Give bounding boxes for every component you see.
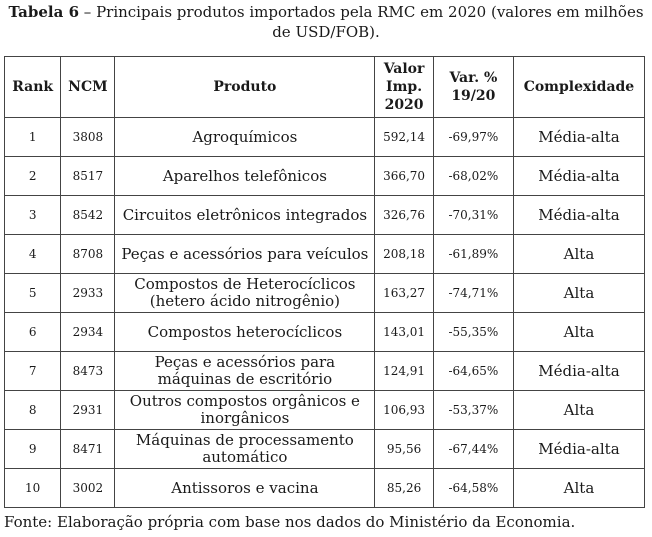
header-ncm: NCM: [61, 57, 115, 118]
produto-cell: Outros compostos orgânicos e inorgânicos: [115, 391, 375, 430]
var-cell: -64,58%: [433, 469, 513, 508]
var-cell: -68,02%: [433, 157, 513, 196]
ncm-cell: 8542: [61, 196, 115, 235]
table-row: [5, 235, 645, 274]
table-row: [5, 430, 645, 469]
complexidade-cell: Alta: [513, 313, 644, 352]
caption-label: Tabela 6: [8, 3, 80, 21]
table-row: [5, 118, 645, 157]
rank-cell: 1: [5, 118, 61, 157]
table-caption: [0, 2, 652, 42]
produto-cell: Compostos de Heterocíclicos (hetero ácido nitrogênio): [115, 274, 375, 313]
complexidade-cell: Média-alta: [513, 352, 644, 391]
var-cell: -61,89%: [433, 235, 513, 274]
valor-cell: 366,70: [375, 157, 433, 196]
imports-table: [4, 56, 645, 508]
ncm-cell: 2933: [61, 274, 115, 313]
header-valor: Valor Imp. 2020: [375, 57, 433, 118]
table-row: [5, 274, 645, 313]
valor-cell: 163,27: [375, 274, 433, 313]
produto-cell: Circuitos eletrônicos integrados: [115, 196, 375, 235]
valor-cell: 85,26: [375, 469, 433, 508]
ncm-cell: 8517: [61, 157, 115, 196]
var-cell: -74,71%: [433, 274, 513, 313]
caption-text: – Principais produtos importados pela RMC em 2020 (valores em milhões de USD/FOB).: [83, 3, 644, 41]
valor-cell: 95,56: [375, 430, 433, 469]
valor-cell: 124,91: [375, 352, 433, 391]
valor-cell: 592,14: [375, 118, 433, 157]
ncm-cell: 8471: [61, 430, 115, 469]
valor-cell: 143,01: [375, 313, 433, 352]
produto-cell: Máquinas de processamento automático: [115, 430, 375, 469]
rank-cell: 4: [5, 235, 61, 274]
header-var: Var. % 19/20: [433, 57, 513, 118]
ncm-cell: 8473: [61, 352, 115, 391]
table-row: [5, 469, 645, 508]
complexidade-cell: Alta: [513, 469, 644, 508]
produto-cell: Aparelhos telefônicos: [115, 157, 375, 196]
rank-cell: 9: [5, 430, 61, 469]
produto-cell: Agroquímicos: [115, 118, 375, 157]
table-row: [5, 313, 645, 352]
var-cell: -53,37%: [433, 391, 513, 430]
rank-cell: 2: [5, 157, 61, 196]
header-produto: Produto: [115, 57, 375, 118]
table-row: [5, 157, 645, 196]
complexidade-cell: Média-alta: [513, 118, 644, 157]
rank-cell: 7: [5, 352, 61, 391]
table-row: [5, 352, 645, 391]
produto-cell: Compostos heterocíclicos: [115, 313, 375, 352]
ncm-cell: 3808: [61, 118, 115, 157]
rank-cell: 10: [5, 469, 61, 508]
produto-cell: Peças e acessórios para veículos: [115, 235, 375, 274]
var-cell: -67,44%: [433, 430, 513, 469]
rank-cell: 6: [5, 313, 61, 352]
table-row: [5, 196, 645, 235]
rank-cell: 5: [5, 274, 61, 313]
complexidade-cell: Alta: [513, 391, 644, 430]
ncm-cell: 3002: [61, 469, 115, 508]
valor-cell: 326,76: [375, 196, 433, 235]
complexidade-cell: Média-alta: [513, 157, 644, 196]
ncm-cell: 2934: [61, 313, 115, 352]
produto-cell: Antissoros e vacina: [115, 469, 375, 508]
header-complexidade: Complexidade: [513, 57, 644, 118]
source-note: Fonte: Elaboração própria com base nos dados do Ministério da Economia.: [4, 513, 576, 531]
rank-cell: 3: [5, 196, 61, 235]
ncm-cell: 8708: [61, 235, 115, 274]
var-cell: -55,35%: [433, 313, 513, 352]
valor-cell: 106,93: [375, 391, 433, 430]
var-cell: -69,97%: [433, 118, 513, 157]
complexidade-cell: Média-alta: [513, 196, 644, 235]
rank-cell: 8: [5, 391, 61, 430]
table-header-row: [5, 57, 645, 118]
var-cell: -64,65%: [433, 352, 513, 391]
table-row: [5, 391, 645, 430]
complexidade-cell: Alta: [513, 235, 644, 274]
var-cell: -70,31%: [433, 196, 513, 235]
header-rank: Rank: [5, 57, 61, 118]
valor-cell: 208,18: [375, 235, 433, 274]
complexidade-cell: Alta: [513, 274, 644, 313]
complexidade-cell: Média-alta: [513, 430, 644, 469]
ncm-cell: 2931: [61, 391, 115, 430]
produto-cell: Peças e acessórios para máquinas de escritório: [115, 352, 375, 391]
